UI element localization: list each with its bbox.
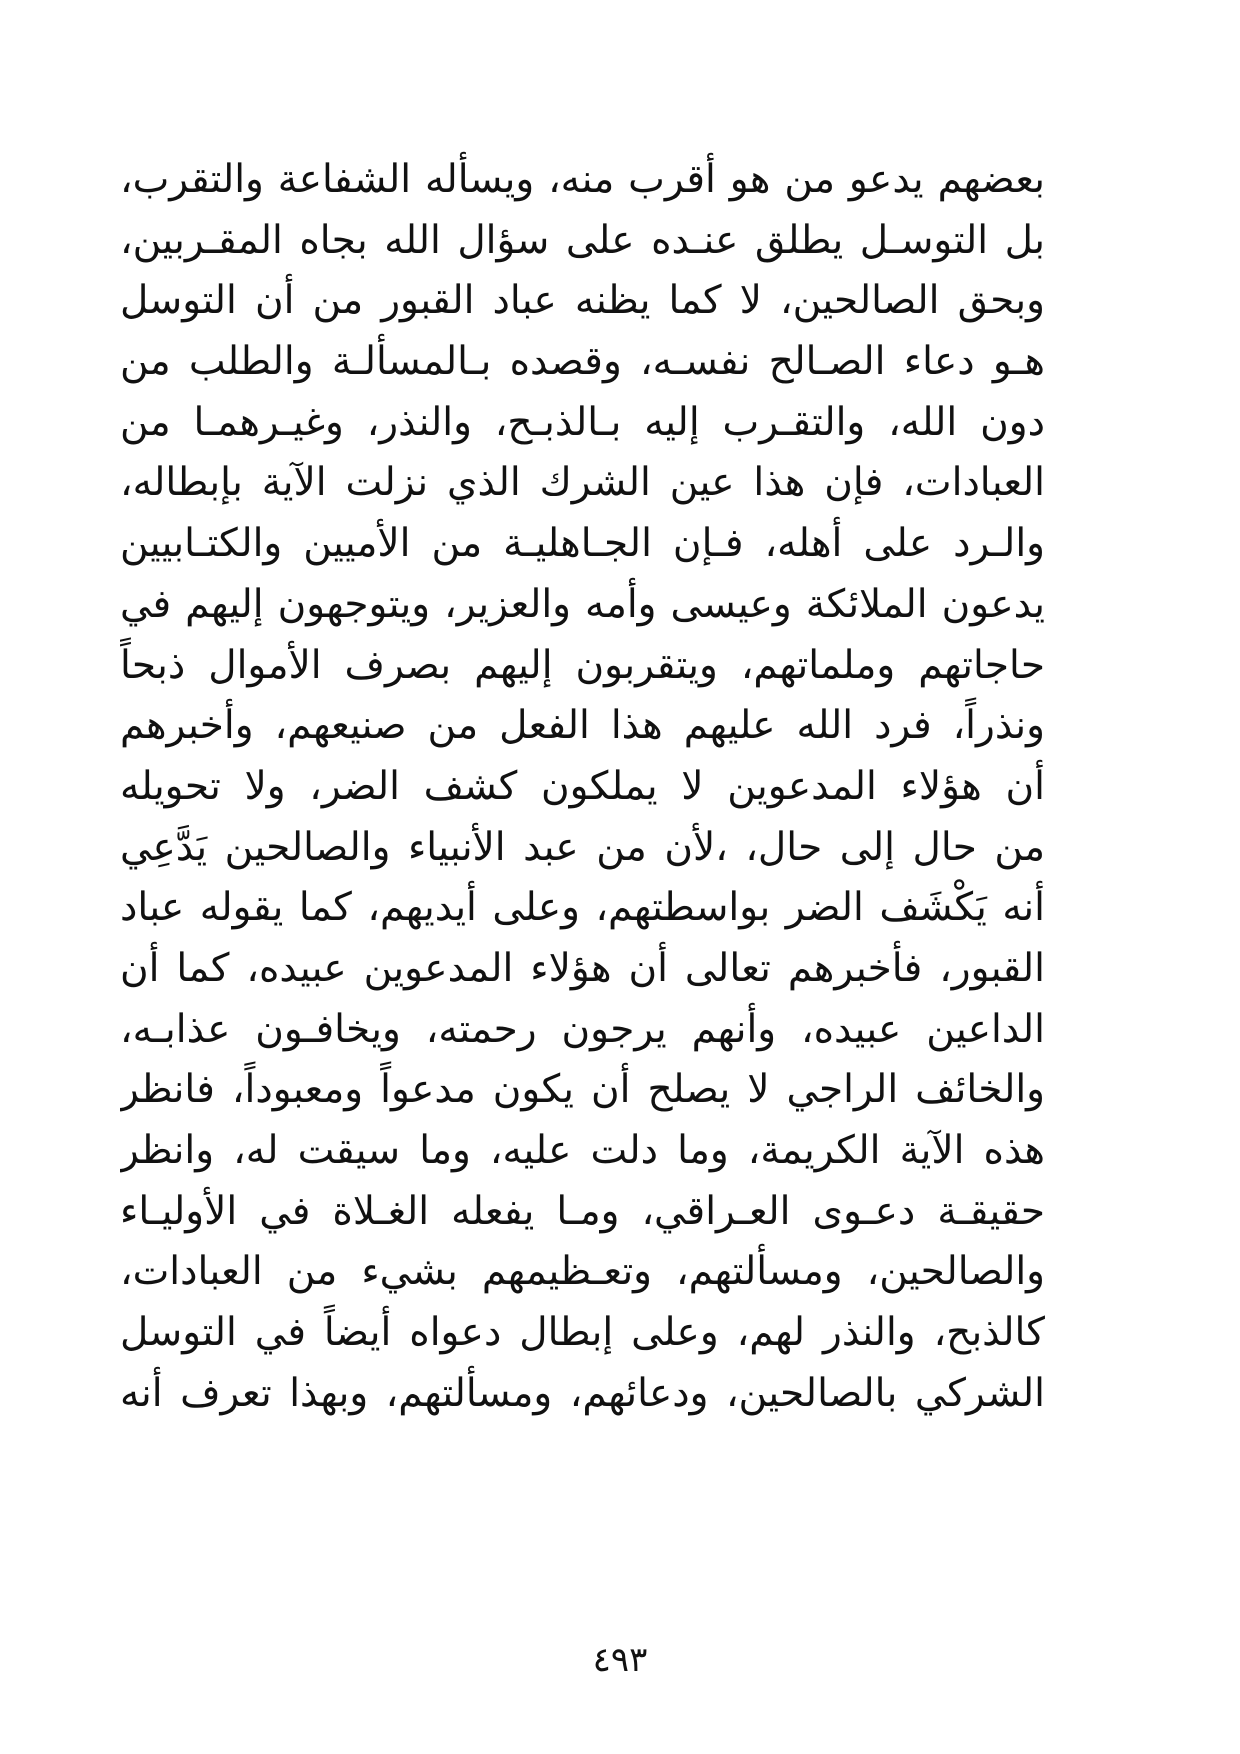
text-line: دون الله، والتقـرب إليه بـالذبـح، والنذر، وغيـرهمـا من [120,399,1045,445]
text-line: أنه يَكْشَف الضر بواسطتهم، وعلى أيديهم، كما يقوله عباد [120,885,1045,931]
text-line: بل التوسـل يطلق عنـده على سؤال الله بجاه المقـربين، [120,217,1045,263]
text-line: والـرد على أهله، فـإن الجـاهليـة من الأميين والكتـابيين [120,521,1045,567]
text-line: القبور، فأخبرهم تعالى أن هؤلاء المدعوين عبيده، كما أن [120,945,1045,991]
text-line: العبادات، فإن هذا عين الشرك الذي نزلت الآية بإبطاله، [120,460,1045,506]
text-line: كالذبح، والنذر لهم، وعلى إبطال دعواه أيضاً في التوسل [120,1310,1045,1356]
text-line: هـو دعاء الصـالح نفسـه، وقصده بـالمسألـة والطلب من [120,339,1045,385]
page-number: ٤٩٣ [592,1640,648,1680]
text-line: من حال إلى حال، ،لأن من عبد الأنبياء والصالحين يَدَّعِي [120,824,1045,870]
text-line: حاجاتهم وملماتهم، ويتقربون إليهم بصرف الأموال ذبحاً [120,642,1045,688]
text-line: والصالحين، ومسألتهم، وتعـظيمهم بشيء من العبادات، [120,1249,1045,1295]
text-line: الشركي بالصالحين، ودعائهم، ومسألتهم، وبهذا تعرف أنه [120,1370,1045,1416]
text-line: الداعين عبيده، وأنهم يرجون رحمته، ويخافـون عذابـه، [120,1006,1045,1052]
text-line: حقيقـة دعـوى العـراقي، ومـا يفعله الغـلاة في الأوليـاء [120,1188,1045,1234]
text-line: وبحق الصالحين، لا كما يظنه عباد القبور من أن التوسل [120,278,1045,324]
text-line: والخائف الراجي لا يصلح أن يكون مدعواً ومعبوداً، فانظر [120,1067,1045,1113]
text-line: أن هؤلاء المدعوين لا يملكون كشف الضر، ولا تحويله [120,763,1045,809]
body-text [120,150,1045,1424]
text-line: ونذراً، فرد الله عليهم هذا الفعل من صنيعهم، وأخبرهم [120,703,1045,749]
text-line: يدعون الملائكة وعيسى وأمه والعزير، ويتوجهون إليهم في [120,581,1045,627]
text-line: هذه الآية الكريمة، وما دلت عليه، وما سيقت له، وانظر [120,1128,1045,1173]
text-line: بعضهم يدعو من هو أقرب منه، ويسأله الشفاعة والتقرب، [120,157,1045,202]
